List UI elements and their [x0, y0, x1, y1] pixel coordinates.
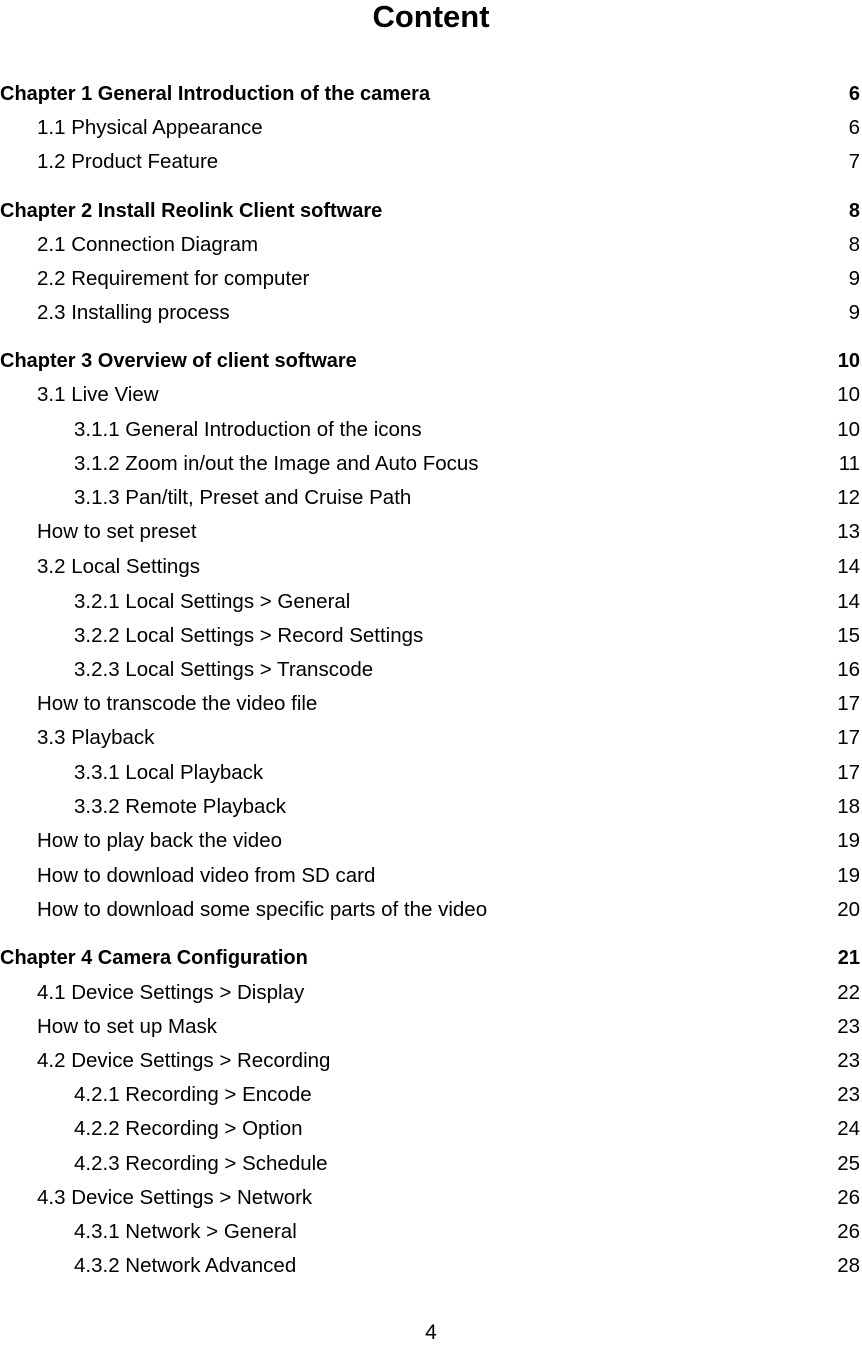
- toc-section-entry: [0, 724, 862, 752]
- toc-section-entry: [0, 862, 862, 890]
- toc-entry-label: 3.3.2 Remote Playback: [74, 795, 286, 818]
- toc-entry-label: Chapter 4 Camera Configuration: [0, 947, 308, 969]
- toc-entry-page: 19: [837, 829, 860, 852]
- toc-entry-page: 17: [837, 726, 860, 749]
- toc-entry-page: 6: [848, 116, 860, 139]
- toc-entry-page: 17: [837, 761, 860, 784]
- toc-entry-page: 13: [837, 520, 860, 543]
- toc-entry-page: 19: [837, 864, 860, 887]
- toc-subsection-entry: [0, 759, 862, 787]
- toc-section-entry: [0, 265, 862, 293]
- toc-entry-page: 18: [837, 795, 860, 818]
- toc-section-entry: [0, 381, 862, 409]
- toc-section-entry: [0, 1184, 862, 1212]
- toc-entry-page: 23: [837, 1015, 860, 1038]
- toc-entry-page: 14: [837, 590, 860, 613]
- toc-entry-page: 25: [837, 1152, 860, 1175]
- toc-entry-label: Chapter 1 General Introduction of the camera: [0, 83, 431, 105]
- toc-entry-label: 3.1.1 General Introduction of the icons: [74, 418, 422, 441]
- toc-entry-label: 3.1.2 Zoom in/out the Image and Auto Focus: [74, 452, 479, 475]
- toc-section-entry: [0, 1047, 862, 1075]
- toc-entry-label: 3.2 Local Settings: [37, 555, 200, 578]
- toc-entry-label: How to transcode the video file: [37, 692, 318, 715]
- toc-entry-page: 26: [837, 1220, 860, 1243]
- toc-subsection-entry: [0, 622, 862, 650]
- toc-entry-label: 4.3 Device Settings > Network: [37, 1186, 313, 1209]
- toc-entry-label: 3.2.1 Local Settings > General: [74, 590, 351, 613]
- toc-subsection-entry: [0, 416, 862, 444]
- toc-section-entry: [0, 690, 862, 718]
- toc-entry-page: 9: [848, 301, 860, 324]
- toc-subsection-entry: [0, 450, 862, 478]
- toc-entry-label: 3.2.3 Local Settings > Transcode: [74, 658, 374, 681]
- toc-entry-page: 10: [837, 350, 860, 372]
- toc-entry-page: 8: [848, 233, 860, 256]
- toc-subsection-entry: [0, 484, 862, 512]
- toc-entry-label: 4.3.2 Network Advanced: [74, 1254, 297, 1277]
- toc-entry-page: 23: [837, 1049, 860, 1072]
- toc-entry-label: 2.3 Installing process: [37, 301, 230, 324]
- page-number: 4: [425, 1321, 437, 1344]
- toc-entry-label: 4.1 Device Settings > Display: [37, 981, 305, 1004]
- toc-entry-label: 3.1 Live View: [37, 383, 159, 406]
- toc-entry-page: 10: [837, 418, 860, 441]
- toc-entry-page: 20: [837, 898, 860, 921]
- toc-entry-label: 4.2.1 Recording > Encode: [74, 1083, 312, 1106]
- toc-section-entry: [0, 114, 862, 142]
- toc-section-entry: [0, 231, 862, 259]
- toc-entry-page: 22: [837, 981, 860, 1004]
- toc-entry-label: How to play back the video: [37, 829, 282, 852]
- toc-entry-label: 3.3 Playback: [37, 726, 155, 749]
- toc-entry-page: 14: [837, 555, 860, 578]
- toc-entry-label: 4.2 Device Settings > Recording: [37, 1049, 331, 1072]
- toc-entry-page: 23: [837, 1083, 860, 1106]
- toc-subsection-entry: [0, 588, 862, 616]
- toc-section-entry: [0, 896, 862, 924]
- toc-section-entry: [0, 979, 862, 1007]
- toc-section-entry: [0, 148, 862, 176]
- toc-section-entry: [0, 518, 862, 546]
- toc-entry-page: 17: [837, 692, 860, 715]
- toc-entry-page: 16: [837, 658, 860, 681]
- toc-entry-page: 9: [848, 267, 860, 290]
- toc-subsection-entry: [0, 1252, 862, 1280]
- toc-chapter-entry: [0, 944, 862, 972]
- toc-entry-label: 4.2.3 Recording > Schedule: [74, 1152, 328, 1175]
- toc-entry-label: 4.2.2 Recording > Option: [74, 1117, 303, 1140]
- toc-subsection-entry: [0, 1081, 862, 1109]
- toc-entry-page: 6: [848, 83, 860, 105]
- page-title: Content: [372, 0, 490, 34]
- toc-subsection-entry: [0, 1150, 862, 1178]
- toc-entry-label: How to download video from SD card: [37, 864, 376, 887]
- toc-chapter-entry: [0, 197, 862, 225]
- toc-entry-label: Chapter 3 Overview of client software: [0, 350, 357, 372]
- toc-entry-label: 3.1.3 Pan/tilt, Preset and Cruise Path: [74, 486, 412, 509]
- toc-entry-page: 28: [837, 1254, 860, 1277]
- toc-entry-label: 1.1 Physical Appearance: [37, 116, 263, 139]
- toc-section-entry: [0, 1013, 862, 1041]
- toc-chapter-entry: [0, 80, 862, 108]
- toc-entry-label: How to download some specific parts of the video: [37, 898, 488, 921]
- toc-entry-label: How to set preset: [37, 520, 197, 543]
- toc-entry-label: 2.1 Connection Diagram: [37, 233, 259, 256]
- toc-entry-label: Chapter 2 Install Reolink Client software: [0, 200, 383, 222]
- toc-entry-page: 8: [848, 200, 860, 222]
- toc-entry-page: 15: [837, 624, 860, 647]
- toc-entry-label: 4.3.1 Network > General: [74, 1220, 297, 1243]
- toc-entry-label: 3.2.2 Local Settings > Record Settings: [74, 624, 424, 647]
- toc-subsection-entry: [0, 1115, 862, 1143]
- toc-entry-label: 1.2 Product Feature: [37, 150, 219, 173]
- toc-section-entry: [0, 827, 862, 855]
- toc-subsection-entry: [0, 793, 862, 821]
- toc-entry-page: 11: [838, 452, 860, 475]
- toc-subsection-entry: [0, 1218, 862, 1246]
- toc-subsection-entry: [0, 656, 862, 684]
- toc-section-entry: [0, 299, 862, 327]
- toc-chapter-entry: [0, 347, 862, 375]
- toc-entry-page: 21: [837, 947, 860, 969]
- toc-entry-label: How to set up Mask: [37, 1015, 218, 1038]
- toc-section-entry: [0, 553, 862, 581]
- toc-entry-page: 12: [837, 486, 860, 509]
- toc-entry-page: 7: [848, 150, 860, 173]
- toc-entry-page: 24: [837, 1117, 860, 1140]
- toc-entry-label: 2.2 Requirement for computer: [37, 267, 310, 290]
- toc-entry-page: 10: [837, 383, 860, 406]
- toc-entry-label: 3.3.1 Local Playback: [74, 761, 264, 784]
- toc-entry-page: 26: [837, 1186, 860, 1209]
